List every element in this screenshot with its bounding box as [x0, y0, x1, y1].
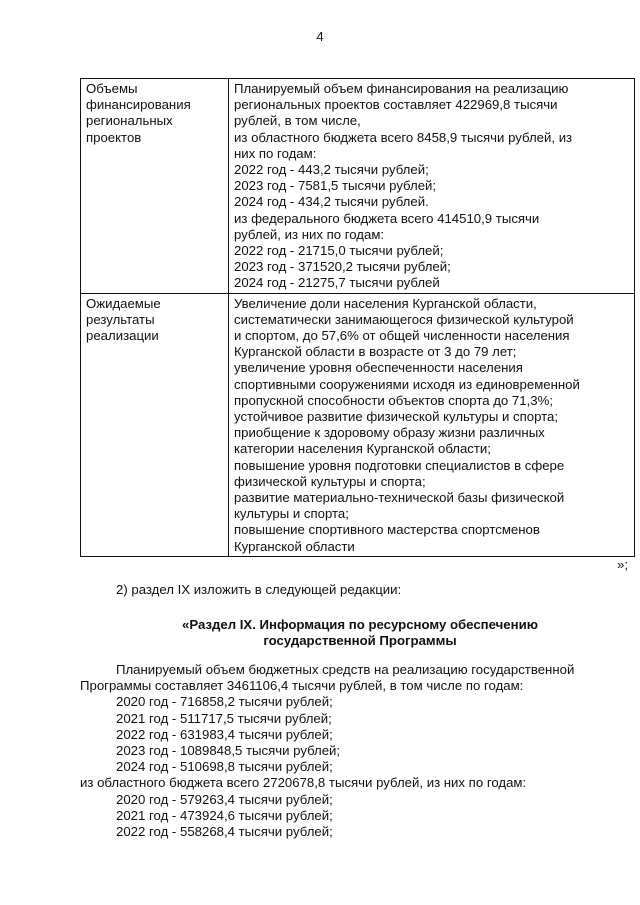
table-row-expected-results — [81, 293, 635, 556]
content-line: 2023 год - 7581,5 тысячи рублей; — [234, 178, 437, 194]
content-line: из областного бюджета всего 8458,9 тысячи рублей, из — [234, 129, 573, 145]
label-line: реализации — [86, 328, 159, 344]
content-line: Курганской области — [234, 538, 355, 554]
page-number: 4 — [316, 29, 324, 44]
row-label-expected-results — [81, 293, 229, 556]
year-amount-line: 2023 год - 1089848,5 тысячи рублей; — [116, 743, 341, 759]
content-line: 2024 год - 21275,7 тысячи рублей — [234, 275, 440, 291]
content-line: систематически занимающегося физической культурой — [234, 311, 574, 327]
closing-quote: »; — [617, 557, 628, 572]
content-line: категории населения Курганской области; — [234, 441, 491, 457]
label-line: Ожидаемые — [86, 295, 161, 311]
row-content-expected-results — [229, 293, 635, 556]
label-line: финансирования — [86, 97, 191, 113]
year-amount-line: 2020 год - 579263,4 тысячи рублей; — [116, 791, 333, 807]
content-line: физической культуры и спорта; — [234, 473, 426, 489]
section-heading-line: «Раздел IX. Информация по ресурсному обеспечению — [182, 617, 538, 632]
label-line: результаты — [86, 311, 155, 327]
year-amount-line: 2020 год - 716858,2 тысячи рублей; — [116, 694, 333, 710]
program-passport-table — [80, 78, 635, 557]
year-amount-line: 2021 год - 473924,6 тысячи рублей; — [116, 807, 333, 823]
row-label-financing — [81, 79, 229, 294]
content-line: развитие материально-технической базы физической — [234, 490, 565, 506]
label-line: Объемы — [86, 81, 138, 96]
content-line: 2024 год - 434,2 тысячи рублей. — [234, 194, 429, 210]
body-text — [80, 662, 635, 840]
content-line: из федерального бюджета всего 414510,9 тысячи — [234, 210, 540, 226]
content-line: повышение спортивного мастерства спортсменов — [234, 522, 540, 538]
label-line: региональных — [86, 113, 173, 129]
content-line: Увеличение доли населения Курганской области, — [234, 295, 537, 311]
year-amount-line: 2021 год - 511717,5 тысячи рублей; — [116, 710, 332, 726]
amendment-item: 2) раздел IX изложить в следующей редакции: — [116, 582, 402, 597]
year-amount-line: 2024 год - 510698,8 тысячи рублей; — [116, 759, 333, 775]
content-line: рублей, из них по годам: — [234, 226, 385, 242]
row-content-financing — [229, 79, 635, 294]
content-line: культуры и спорта; — [234, 506, 349, 522]
content-line: приобщение к здоровому образу жизни различных — [234, 425, 545, 441]
section-heading-line: государственной Программы — [263, 633, 457, 649]
section-heading — [80, 617, 640, 649]
content-line: 2022 год - 443,2 тысячи рублей; — [234, 162, 429, 178]
content-line: рублей, в том числе, — [234, 113, 361, 129]
table-row-financing — [81, 79, 635, 294]
content-line: увеличение уровня обеспеченности населения — [234, 360, 523, 376]
content-line: Планируемый объем финансирования на реализацию — [234, 81, 569, 96]
year-amount-line: 2022 год - 631983,4 тысячи рублей; — [116, 726, 333, 742]
label-line: проектов — [86, 129, 142, 145]
content-line: них по годам: — [234, 145, 317, 161]
content-line: 2023 год - 371520,2 тысячи рублей; — [234, 259, 451, 275]
paragraph-line: Программы составляет 3461106,4 тысячи рублей, в том числе по годам: — [80, 678, 524, 694]
content-line: повышение уровня подготовки специалистов в сфере — [234, 457, 565, 473]
content-line: 2022 год - 21715,0 тысячи рублей; — [234, 243, 444, 259]
content-line: пропускной способности объектов спорта до 71,3%; — [234, 392, 553, 408]
content-line: устойчивое развитие физической культуры и спорта; — [234, 409, 559, 425]
content-line: Курганской области в возрасте от 3 до 79 лет; — [234, 344, 517, 360]
content-line: региональных проектов составляет 422969,8 тысячи — [234, 97, 558, 113]
content-line: и спортом, до 57,6% от общей численности населения — [234, 328, 570, 344]
year-amount-line: 2022 год - 558268,4 тысячи рублей; — [116, 824, 333, 840]
paragraph-line: из областного бюджета всего 2720678,8 тысячи рублей, из них по годам: — [80, 775, 527, 791]
paragraph-line: Планируемый объем бюджетных средств на реализацию государственной — [116, 662, 575, 677]
content-line: спортивными сооружениями исходя из единовременной — [234, 376, 580, 392]
